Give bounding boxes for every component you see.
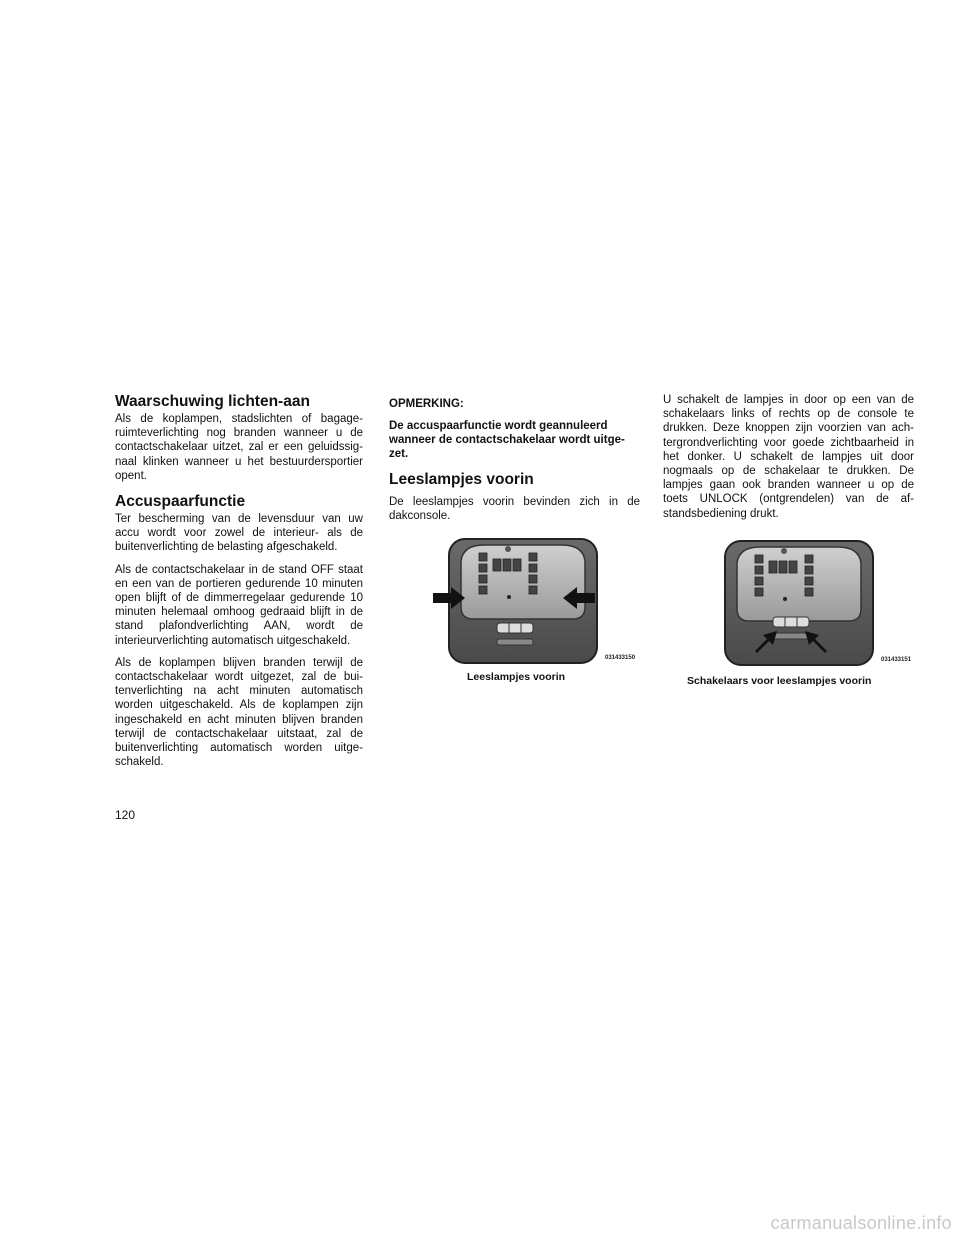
paragraph-battery-saver-2: Als de contactschakelaar in de stand OFF staat en een van de portieren gedurende 10 minuten open blijft of de dimmerregelaar gedurende 10 minuten helemaal omhoog gedraaid blijft in de stand plafondverlichting AAN, wordt de interieurverlichting automatisch uitgeschakeld. bbox=[115, 563, 363, 647]
figure-caption: Leeslampjes voorin bbox=[467, 671, 566, 684]
note-text: De accuspaarfunctie wordt geannuleerd wanneer de contactschakelaar wordt uitge-zet. bbox=[389, 420, 625, 460]
figure-front-reading-lamps bbox=[389, 531, 640, 691]
column-right bbox=[663, 393, 914, 693]
figure-code: 031433150 bbox=[605, 655, 636, 662]
page-number: 120 bbox=[115, 808, 136, 822]
figure-reading-lamp-switches bbox=[663, 533, 914, 693]
overhead-console-image bbox=[389, 531, 640, 671]
paragraph-front-reading-lamps: De leeslampjes voorin bevinden zich in de dakconsole. bbox=[389, 496, 640, 523]
column-left bbox=[115, 393, 363, 777]
paragraph-switch-operation: U schakelt de lampjes in door op een van de schakelaars links of rechts op de console te drukken. Deze knoppen zijn voorzien van ach-tergrondverlichting voor goede zichtbaarheid in het donker. U schakelt de lampjes uit door nogmaals op de schakelaar te drukken. De lampjes gaan ook branden wanneer u op de toets UNLOCK (ontgrendelen) van de af-standsbediening drukt. bbox=[663, 394, 914, 520]
figure-caption: Schakelaars voor leeslampjes voorin bbox=[687, 674, 872, 687]
paragraph-battery-saver-1: Ter bescherming van de levensduur van uw accu wordt voor zowel de interieur- als de buitenverlichting de belasting afgeschakeld. bbox=[115, 513, 363, 554]
figure-code: 031433151 bbox=[881, 656, 912, 663]
note-label: OPMERKING: bbox=[389, 398, 464, 410]
heading-lights-on-warning: Waarschuwing lichten-aan bbox=[115, 393, 310, 410]
watermark: carmanualsonline.info bbox=[770, 1213, 952, 1233]
heading-front-reading-lamps: Leeslampjes voorin bbox=[389, 471, 534, 488]
paragraph-battery-saver-3: Als de koplampen blijven branden terwijl de contactschakelaar wordt uitgezet, zal de bui-tenverlichting na acht minuten automatisch worden uitgeschakeld. Als de koplampen zijn ingeschakeld en acht minuten blijven branden terwijl de contactschakelaar uitstaat, zal de buitenverlichting automatisch worden uitge-schakeld. bbox=[115, 656, 363, 769]
heading-battery-saver: Accuspaarfunctie bbox=[115, 493, 246, 511]
overhead-console-switches-image bbox=[663, 533, 914, 673]
column-middle bbox=[389, 393, 640, 691]
paragraph-lights-on-warning: Als de koplampen, stadslichten of bagage-ruimteverlichting nog branden wanneer u de contactschakelaar uitzet, zal er een geluidssig-naal klinken wanneer u het bestuurdersportier opent. bbox=[115, 413, 363, 482]
